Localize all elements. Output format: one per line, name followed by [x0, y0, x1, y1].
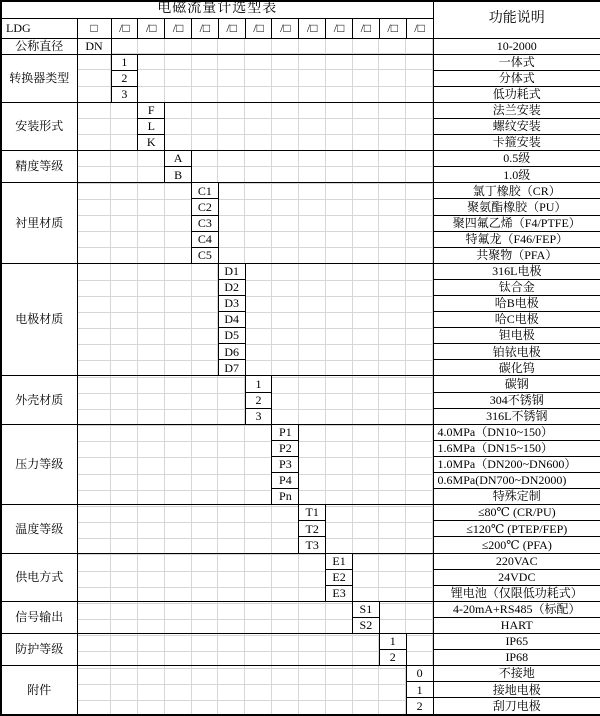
spacer-cell	[218, 183, 433, 263]
option-code-cell: 2	[111, 70, 138, 86]
spacer-cell	[272, 376, 433, 424]
option-code-cell: T2	[299, 521, 326, 537]
category-label: 压力等级	[1, 424, 77, 504]
option-description-cell: ≤120℃ (PTEP/FEP)	[433, 521, 600, 537]
spacer-cell	[245, 263, 433, 376]
spacer-cell	[77, 151, 165, 183]
category-label: 转换器类型	[1, 54, 77, 102]
option-code-cell: 2	[406, 698, 433, 715]
option-code-cell: D7	[218, 360, 245, 376]
option-code-cell: E3	[326, 585, 353, 601]
option-description-cell: ≤200℃ (PFA)	[433, 537, 600, 553]
model-prefix-label: LDG	[1, 18, 77, 38]
option-code-cell: L	[138, 118, 165, 134]
option-description-cell: 碳化钨	[433, 360, 600, 376]
option-description-cell: 共聚物（PFA）	[433, 247, 600, 263]
option-description-cell: 低功耗式	[433, 86, 600, 102]
spacer-cell	[77, 505, 299, 553]
table-title: 电磁流量计选型表	[1, 1, 433, 18]
code-placeholder-box: /□	[111, 18, 138, 38]
spacer-cell	[379, 601, 433, 633]
option-code-cell: 3	[245, 408, 272, 424]
option-code-cell: T3	[299, 537, 326, 553]
option-code-cell: Pn	[272, 489, 299, 505]
category-label: 附件	[1, 666, 77, 715]
code-placeholder-box: /□	[299, 18, 326, 38]
option-code-cell: 2	[379, 650, 406, 666]
spacer-cell	[352, 553, 433, 601]
option-code-cell: P4	[272, 473, 299, 489]
option-description-cell: 0.5级	[433, 151, 600, 167]
option-description-cell: HART	[433, 617, 600, 633]
spacer-cell	[77, 666, 406, 715]
option-code-cell: D1	[218, 263, 245, 279]
spacer-cell	[77, 54, 111, 102]
option-description-cell: IP68	[433, 650, 600, 666]
option-description-cell: 碳钢	[433, 376, 600, 392]
code-placeholder-box: /□	[406, 18, 433, 38]
dn-code-box: □	[77, 18, 111, 38]
option-description-cell: 刮刀电极	[433, 698, 600, 715]
option-description-cell: 不接地	[433, 666, 600, 682]
option-code-cell: 1	[406, 682, 433, 698]
option-description-cell: 304不锈钢	[433, 392, 600, 408]
option-description-cell: 316L电极	[433, 263, 600, 279]
option-description-cell: 1.0MPa（DN200~DN600）	[433, 456, 600, 472]
category-label: 信号输出	[1, 601, 77, 633]
code-placeholder-box: /□	[326, 18, 353, 38]
option-code-cell: C1	[191, 183, 218, 199]
spacer-cell	[326, 505, 433, 553]
option-code-cell: C2	[191, 199, 218, 215]
code-placeholder-box: /□	[245, 18, 272, 38]
option-description-cell: 分体式	[433, 70, 600, 86]
category-label: 温度等级	[1, 505, 77, 553]
spacer-cell	[165, 102, 433, 150]
code-placeholder-box: /□	[379, 18, 406, 38]
option-description-cell: 1.0级	[433, 167, 600, 183]
category-label: 供电方式	[1, 553, 77, 601]
code-placeholder-box: /□	[138, 18, 165, 38]
option-description-cell: 聚氨酯橡胶（PU）	[433, 199, 600, 215]
option-description-cell: 接地电极	[433, 682, 600, 698]
option-description-cell: 特殊定制	[433, 489, 600, 505]
option-description-cell: 法兰安装	[433, 102, 600, 118]
option-code-cell: C4	[191, 231, 218, 247]
function-column-header: 功能说明	[433, 1, 600, 38]
option-code-cell: 1	[379, 633, 406, 649]
code-placeholder-box: /□	[191, 18, 218, 38]
option-code-cell: E2	[326, 569, 353, 585]
option-description-cell: ≤80℃ (CR/PU)	[433, 505, 600, 521]
option-description-cell: 220VAC	[433, 553, 600, 569]
spacer-cell	[299, 424, 433, 504]
option-code-cell: F	[138, 102, 165, 118]
option-description-cell: 10-2000	[433, 38, 600, 54]
option-code-cell: B	[165, 167, 192, 183]
spacer-cell	[77, 183, 191, 263]
spacer-cell	[77, 263, 218, 376]
option-description-cell: 24VDC	[433, 569, 600, 585]
option-code-cell: K	[138, 135, 165, 151]
option-code-cell: A	[165, 151, 192, 167]
option-description-cell: 一体式	[433, 54, 600, 70]
category-label: 安装形式	[1, 102, 77, 150]
spacer-cell	[111, 38, 433, 54]
option-description-cell: 氯丁橡胶（CR）	[433, 183, 600, 199]
category-label: 公称直径	[1, 38, 77, 54]
option-code-cell: 1	[245, 376, 272, 392]
option-code-cell: P1	[272, 424, 299, 440]
option-code-cell: 3	[111, 86, 138, 102]
option-code-cell: 0	[406, 666, 433, 682]
category-label: 衬里材质	[1, 183, 77, 263]
option-code-cell: S1	[352, 601, 379, 617]
option-description-cell: 哈C电极	[433, 312, 600, 328]
option-description-cell: 1.6MPa（DN15~150）	[433, 440, 600, 456]
spacer-cell	[77, 376, 245, 424]
option-code-cell: 1	[111, 54, 138, 70]
option-code-cell: P2	[272, 440, 299, 456]
option-code-cell: T1	[299, 505, 326, 521]
option-description-cell: 锂电池（仅限低功耗式）	[433, 585, 600, 601]
spacer-cell	[77, 424, 272, 504]
option-description-cell: 钽电极	[433, 328, 600, 344]
option-code-cell: C3	[191, 215, 218, 231]
option-description-cell: 4-20mA+RS485（标配）	[433, 601, 600, 617]
option-description-cell: 316L不锈钢	[433, 408, 600, 424]
code-placeholder-box: /□	[272, 18, 299, 38]
category-label: 外壳材质	[1, 376, 77, 424]
spacer-cell	[77, 601, 352, 633]
option-description-cell: 特氟龙（F46/FEP）	[433, 231, 600, 247]
option-description-cell: 0.6MPa(DN700~DN2000)	[433, 473, 600, 489]
category-label: 精度等级	[1, 151, 77, 183]
spacer-cell	[77, 102, 138, 150]
category-label: 防护等级	[1, 633, 77, 665]
option-code-cell: 2	[245, 392, 272, 408]
option-description-cell: 铂铱电极	[433, 344, 600, 360]
spacer-cell	[138, 54, 433, 102]
option-description-cell: 螺纹安装	[433, 118, 600, 134]
spacer-cell	[77, 633, 379, 665]
option-code-cell: P3	[272, 456, 299, 472]
option-description-cell: 哈B电极	[433, 296, 600, 312]
spacer-cell	[406, 633, 433, 665]
option-code-cell: D4	[218, 312, 245, 328]
option-code-cell: E1	[326, 553, 353, 569]
option-code-cell: S2	[352, 617, 379, 633]
option-code-cell: D6	[218, 344, 245, 360]
option-code-cell: D5	[218, 328, 245, 344]
option-description-cell: 4.0MPa（DN10~150）	[433, 424, 600, 440]
spacer-cell	[191, 151, 433, 183]
option-description-cell: IP65	[433, 633, 600, 649]
option-description-cell: 卡箍安装	[433, 135, 600, 151]
option-code-cell: D2	[218, 279, 245, 295]
category-label: 电极材质	[1, 263, 77, 376]
code-placeholder-box: /□	[352, 18, 379, 38]
option-description-cell: 钛合金	[433, 279, 600, 295]
code-placeholder-box: /□	[218, 18, 245, 38]
option-description-cell: 聚四氟乙烯（F4/PTFE）	[433, 215, 600, 231]
option-code-cell: DN	[77, 38, 111, 54]
code-placeholder-box: /□	[165, 18, 192, 38]
spacer-cell	[77, 553, 326, 601]
option-code-cell: D3	[218, 296, 245, 312]
option-code-cell: C5	[191, 247, 218, 263]
